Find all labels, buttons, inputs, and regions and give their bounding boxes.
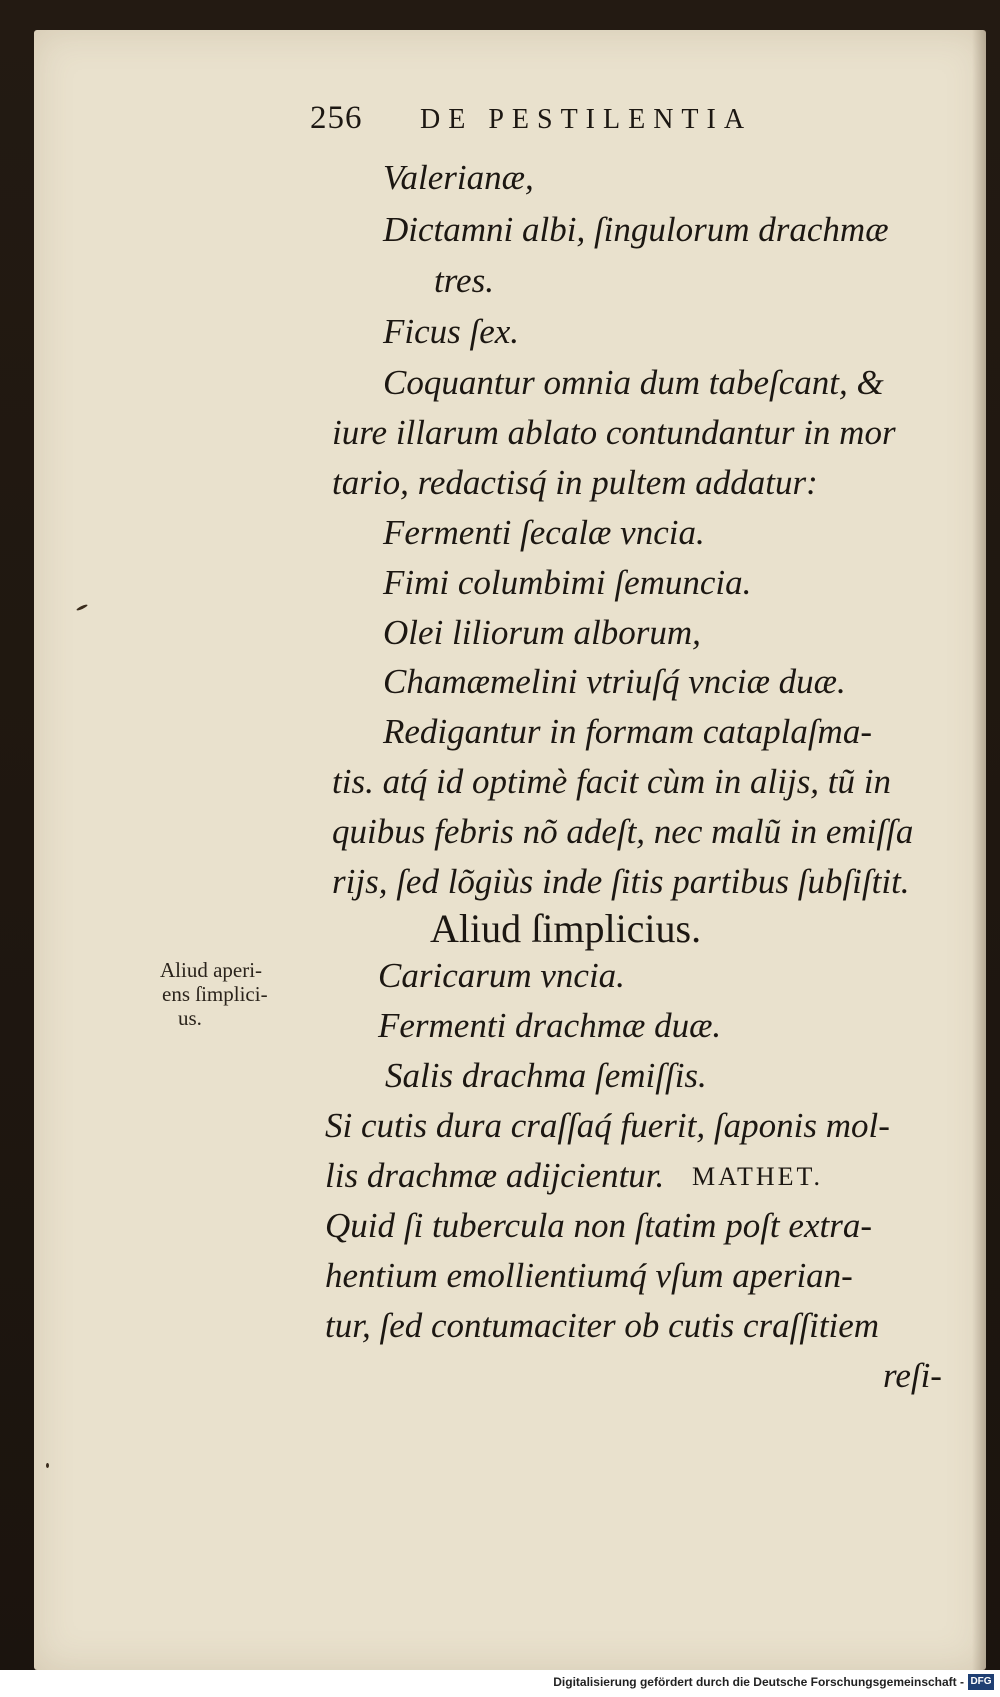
- page-edge-shadow: [972, 30, 986, 1670]
- text-line: Redigantur in formam cataplaſma-: [383, 712, 872, 751]
- footer-bar: [0, 1670, 1000, 1697]
- text-line: tur, ſed contumaciter ob cutis craſſitiem: [325, 1306, 880, 1345]
- text-line: tres.: [434, 261, 494, 300]
- running-title: DE PESTILENTIA: [420, 104, 753, 135]
- text-line: Coquantur omnia dum tabeſcant, &: [383, 363, 884, 402]
- paper-blemish: [46, 1463, 49, 1468]
- text-line: Fermenti ſecalæ vncia.: [383, 513, 705, 552]
- catchword: reſi-: [883, 1356, 942, 1395]
- text-line: Salis drachma ſemiſſis.: [385, 1056, 707, 1095]
- text-line: Olei liliorum alborum,: [383, 613, 701, 652]
- margin-note-line: us.: [178, 1006, 202, 1030]
- text-line: lis drachmæ adijcientur.: [325, 1156, 665, 1195]
- text-line: Valerianæ,: [383, 158, 534, 197]
- text-line: tis. atq́ id optimè facit cùm in alijs, tũ in: [332, 762, 892, 801]
- page-number: 256: [310, 100, 363, 136]
- text-line: hentium emollientiumq́ vſum aperian-: [325, 1256, 853, 1295]
- text-line: Quid ſi tubercula non ſtatim poſt extra-: [325, 1206, 872, 1245]
- text-line: Fimi columbimi ſemuncia.: [383, 563, 752, 602]
- text-line: Ficus ſex.: [383, 312, 520, 351]
- margin-note-line: ens ſimplici-: [162, 982, 268, 1006]
- digitization-credit: Digitalisierung gefördert durch die Deutsche Forschungsgemeinschaft -: [553, 1675, 964, 1689]
- text-line: Chamæmelini vtriuſq́ vnciæ duæ.: [383, 662, 846, 701]
- text-line: rijs, ſed lõgiùs inde ſitis partibus ſubſiſtit.: [332, 862, 910, 901]
- margin-note-line: Aliud aperi-: [160, 958, 263, 982]
- text-line: Caricarum vncia.: [378, 956, 625, 995]
- speaker-name: MATHET.: [692, 1162, 824, 1191]
- text-line: Si cutis dura craſſaq́ fuerit, ſaponis mol-: [325, 1106, 890, 1145]
- text-line: Fermenti drachmæ duæ.: [378, 1006, 722, 1045]
- dfg-logo: DFG: [968, 1674, 994, 1690]
- section-heading: Aliud ſimplicius.: [430, 906, 702, 951]
- text-line: Dictamni albi, ſingulorum drachmæ: [383, 210, 889, 249]
- text-line: quibus febris nõ adeſt, nec malũ in emiſſa: [332, 812, 914, 851]
- text-line: tario, redactisq́ in pultem addatur:: [332, 463, 818, 502]
- margin-note: [160, 958, 320, 1030]
- text-line: iure illarum ablato contundantur in mor: [332, 413, 896, 452]
